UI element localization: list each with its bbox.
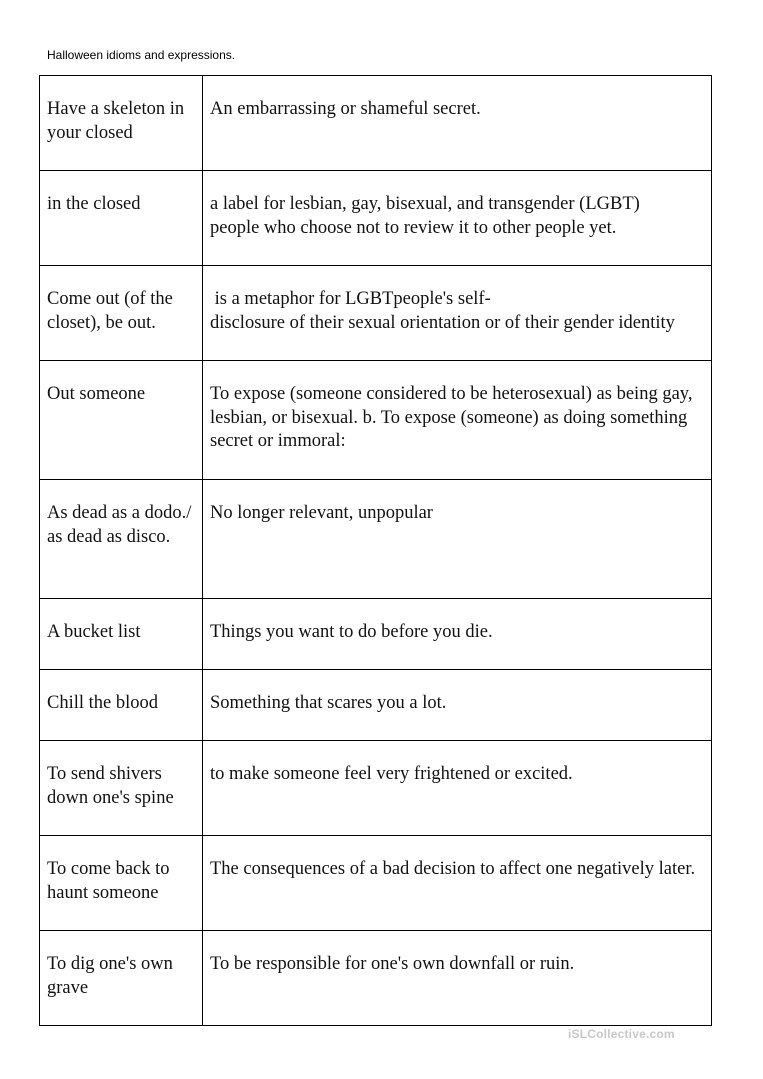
page-title: Halloween idioms and expressions.: [47, 48, 236, 62]
idiom-term: Out someone: [40, 361, 203, 480]
idiom-meaning: [203, 599, 712, 670]
idiom-meaning-line: to make someone feel very frightened or excited.: [210, 764, 573, 784]
idiom-meaning-line: Something that scares you a lot.: [210, 693, 447, 713]
idiom-meaning-line: The consequences of a bad decision to affect one negatively later.: [210, 859, 696, 879]
idiom-meaning-line: No longer relevant, unpopular: [210, 503, 433, 523]
idiom-meaning-line: An embarrassing or shameful secret.: [210, 99, 481, 119]
idiom-meaning: [203, 171, 712, 266]
idioms-table: [39, 75, 712, 1026]
idiom-meaning: [203, 670, 712, 741]
idiom-row: [40, 670, 712, 741]
idiom-row: [40, 76, 712, 171]
idiom-row: [40, 599, 712, 670]
idiom-row: [40, 361, 712, 480]
idiom-row: [40, 266, 712, 361]
idiom-meaning-line: is a metaphor for LGBTpeople's self-: [210, 289, 491, 309]
idiom-meaning: [203, 836, 712, 931]
idiom-meaning-line: To be responsible for one's own downfall or ruin.: [210, 954, 575, 974]
watermark-logo: iSLCollective.com: [568, 1027, 675, 1041]
idiom-meaning-line: people who choose not to review it to other people yet.: [210, 217, 617, 238]
idiom-term: To send shivers down one's spine: [40, 741, 203, 836]
idiom-meaning-line: a label for lesbian, gay, bisexual, and transgender (LGBT): [210, 194, 640, 214]
idiom-meaning: [203, 266, 712, 361]
idiom-meaning: [203, 76, 712, 171]
idiom-term: in the closed: [40, 171, 203, 266]
idiom-term: Have a skeleton in your closed: [40, 76, 203, 171]
idiom-row: [40, 741, 712, 836]
idiom-meaning-line: disclosure of their sexual orientation or of their gender identity: [210, 312, 675, 333]
idiom-row: [40, 931, 712, 1026]
idiom-meaning: [203, 931, 712, 1026]
idiom-term: Chill the blood: [40, 670, 203, 741]
idioms-table-body: [40, 76, 712, 1026]
idiom-meaning-line: To expose (someone considered to be heterosexual) as being gay, lesbian, or bisexual. b. To expose (someone) as doing something secret or immoral:: [210, 384, 693, 451]
idiom-meaning: [203, 361, 712, 480]
idiom-meaning: [203, 480, 712, 599]
idiom-term: As dead as a dodo./ as dead as disco.: [40, 480, 203, 599]
idiom-row: [40, 480, 712, 599]
idiom-term: Come out (of the closet), be out.: [40, 266, 203, 361]
idiom-term: A bucket list: [40, 599, 203, 670]
idiom-row: [40, 171, 712, 266]
idiom-term: To come back to haunt someone: [40, 836, 203, 931]
idiom-meaning: [203, 741, 712, 836]
idiom-meaning-line: Things you want to do before you die.: [210, 622, 493, 642]
idiom-term: To dig one's own grave: [40, 931, 203, 1026]
idiom-row: [40, 836, 712, 931]
